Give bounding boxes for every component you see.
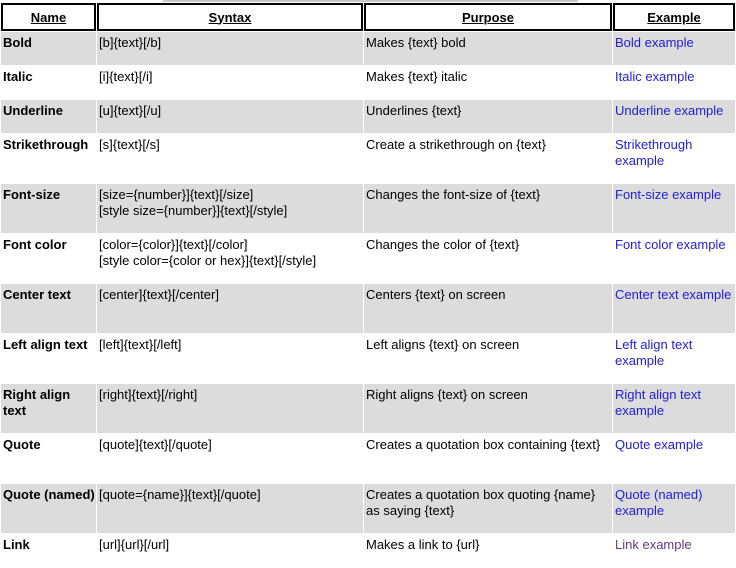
syntax-line: [style color={color or hex}]{text}[/style]: [99, 253, 317, 268]
tag-name-cell: Italic: [1, 66, 96, 99]
syntax-line: [center]{text}[/center]: [99, 287, 219, 302]
table-row: [1, 100, 735, 133]
syntax-line: [quote={name}]{text}[/quote]: [99, 487, 261, 502]
example-link[interactable]: Font color example: [615, 237, 726, 252]
example-link[interactable]: Italic example: [615, 69, 695, 84]
purpose-cell: Makes {text} bold: [364, 32, 612, 65]
purpose-cell: Changes the font-size of {text}: [364, 184, 612, 233]
syntax-line: [url]{url}[/url]: [99, 537, 170, 552]
example-link[interactable]: Quote example: [615, 437, 704, 452]
header-purpose: [364, 3, 612, 31]
syntax-cell: [97, 434, 363, 483]
syntax-line: [b]{text}[/b]: [99, 35, 162, 50]
tag-name-cell: Font color: [1, 234, 96, 283]
example-link[interactable]: Center text example: [615, 287, 732, 302]
syntax-cell: [97, 284, 363, 333]
table-row: [1, 384, 735, 433]
syntax-cell: [97, 334, 363, 383]
tag-name-cell: Font-size: [1, 184, 96, 233]
example-link[interactable]: Left align text example: [615, 337, 693, 368]
syntax-line: [quote]{text}[/quote]: [99, 437, 212, 452]
example-link[interactable]: Right align text example: [615, 387, 701, 418]
example-link[interactable]: Link example: [615, 537, 692, 552]
table-row: [1, 234, 735, 283]
syntax-cell: [97, 66, 363, 99]
bbcode-reference-table: [0, 2, 736, 568]
syntax-line: [s]{text}[/s]: [99, 137, 160, 152]
tag-name-cell: Center text: [1, 284, 96, 333]
table-row: [1, 134, 735, 183]
syntax-cell: [97, 484, 363, 533]
table-row: [1, 334, 735, 383]
syntax-line: [size={number}]{text}[/size]: [99, 187, 254, 202]
purpose-cell: Creates a quotation box containing {text}: [364, 434, 612, 483]
purpose-cell: Right aligns {text} on screen: [364, 384, 612, 433]
purpose-cell: Underlines {text}: [364, 100, 612, 133]
table-row: [1, 484, 735, 533]
table-row: [1, 66, 735, 99]
header-row: [1, 3, 735, 31]
syntax-line: [i]{text}[/i]: [99, 69, 153, 84]
purpose-cell: Create a strikethrough on {text}: [364, 134, 612, 183]
example-cell: [613, 434, 735, 483]
example-link[interactable]: Strikethrough example: [615, 137, 693, 168]
example-cell: [613, 534, 735, 567]
table-row: [1, 534, 735, 567]
purpose-cell: Makes {text} italic: [364, 66, 612, 99]
example-cell: [613, 484, 735, 533]
tag-name-cell: Quote (named): [1, 484, 96, 533]
syntax-line: [left]{text}[/left]: [99, 337, 182, 352]
syntax-line: [right]{text}[/right]: [99, 387, 198, 402]
tag-name-cell: Underline: [1, 100, 96, 133]
purpose-cell: Left aligns {text} on screen: [364, 334, 612, 383]
tag-name-cell: Right align text: [1, 384, 96, 433]
syntax-line: [u]{text}[/u]: [99, 103, 162, 118]
syntax-cell: [97, 32, 363, 65]
example-cell: [613, 184, 735, 233]
syntax-cell: [97, 184, 363, 233]
syntax-cell: [97, 134, 363, 183]
syntax-line: [color={color}]{text}[/color]: [99, 237, 248, 252]
purpose-cell: Centers {text} on screen: [364, 284, 612, 333]
header-name: [1, 3, 96, 31]
example-cell: [613, 32, 735, 65]
tag-name-cell: Left align text: [1, 334, 96, 383]
example-link[interactable]: Bold example: [615, 35, 694, 50]
example-cell: [613, 334, 735, 383]
table-row: [1, 32, 735, 65]
table-row: [1, 434, 735, 483]
syntax-cell: [97, 100, 363, 133]
purpose-cell: Creates a quotation box quoting {name} as saying {text}: [364, 484, 612, 533]
example-link[interactable]: Font-size example: [615, 187, 722, 202]
example-link[interactable]: Underline example: [615, 103, 724, 118]
tag-name-cell: Link: [1, 534, 96, 567]
tag-name-cell: Quote: [1, 434, 96, 483]
syntax-cell: [97, 234, 363, 283]
header-purpose-label: Purpose: [461, 9, 514, 25]
table-row: [1, 284, 735, 333]
example-cell: [613, 234, 735, 283]
table-row: [1, 184, 735, 233]
tag-name-cell: Bold: [1, 32, 96, 65]
header-example-label: Example: [647, 9, 701, 25]
example-cell: [613, 100, 735, 133]
syntax-cell: [97, 384, 363, 433]
example-link[interactable]: Quote (named) example: [615, 487, 703, 518]
example-cell: [613, 134, 735, 183]
header-syntax: [97, 3, 363, 31]
syntax-cell: [97, 534, 363, 567]
purpose-cell: Changes the color of {text}: [364, 234, 612, 283]
header-example: [613, 3, 735, 31]
syntax-line: [style size={number}]{text}[/style]: [99, 203, 288, 218]
example-cell: [613, 284, 735, 333]
tag-name-cell: Strikethrough: [1, 134, 96, 183]
example-cell: [613, 384, 735, 433]
header-name-label: Name: [30, 9, 67, 25]
purpose-cell: Makes a link to {url}: [364, 534, 612, 567]
example-cell: [613, 66, 735, 99]
header-syntax-label: Syntax: [208, 9, 252, 25]
